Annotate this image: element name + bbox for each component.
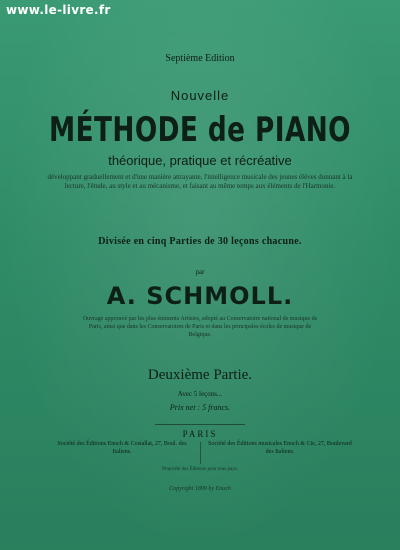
watermark: www.le-livre.fr bbox=[6, 3, 111, 17]
edition-label: Septième Edition bbox=[165, 53, 235, 64]
lessons-note: Avec 5 leçons... bbox=[177, 390, 223, 398]
divider-rule bbox=[155, 424, 245, 425]
description: développant graduellement et d'une manière attrayante, l'intelligence musicale des jeunes élèves donnant à la lecture, l'étude, au style et au mécanisme, et faisant au même temps aux éléments de l'Harmonie. bbox=[47, 173, 353, 190]
publisher-right: Société des Éditions musicales Enoch & Cie, 27, Boulevard des Italiens. bbox=[208, 441, 352, 455]
publisher-divider bbox=[200, 442, 201, 464]
author-name: A. SCHMOLL. bbox=[106, 282, 294, 310]
subtitle: théorique, pratique et récréative bbox=[108, 153, 292, 168]
main-title: MÉTHODE de PIANO bbox=[49, 110, 351, 150]
divisee-line: Divisée en cinq Parties de 30 leçons chacune. bbox=[98, 236, 302, 247]
par-label: par bbox=[195, 268, 205, 276]
price-label: Prix net : 5 francs. bbox=[169, 403, 231, 412]
part-title: Deuxième Partie. bbox=[147, 367, 253, 383]
city-label: PARIS bbox=[182, 429, 218, 439]
publisher-note: Propriété des Éditeurs pour tous pays. bbox=[162, 467, 238, 472]
approval-note: Ouvrage approuvé par les plus éminents Artistes, adopté au Conservatoire national de musique de Paris, ainsi que dans les Conservatoires de Paris et dans les principales écoles de musique de Belgique. bbox=[82, 316, 318, 338]
nouvelle-label: Nouvelle bbox=[170, 88, 230, 103]
copyright-line: Copyright 1899 by Enoch bbox=[169, 486, 231, 492]
publisher-left: Société des Éditions Enoch & Costallat, 27, Boul. des Italiens. bbox=[57, 441, 187, 455]
